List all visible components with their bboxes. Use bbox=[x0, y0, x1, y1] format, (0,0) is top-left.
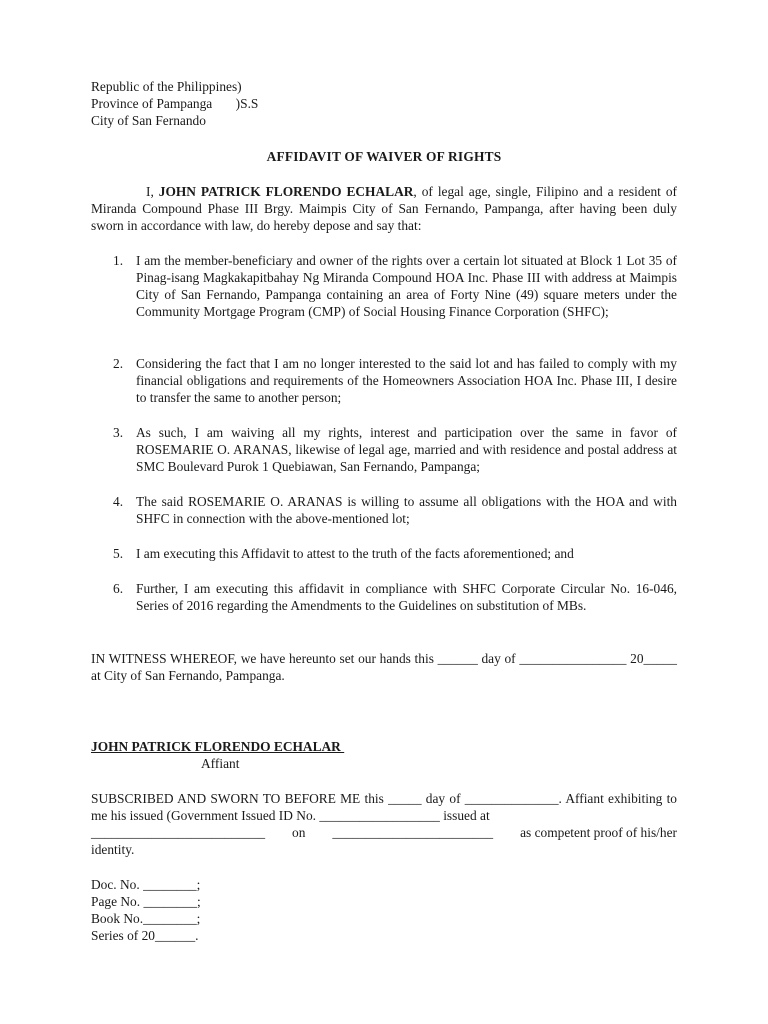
statement-text: As such, I am waiving all my rights, interest and participation over the same in favor of ROSEMARIE O. ARANAS, likewise of legal age, married and with residence and postal address at SMC Boulevard Purok 1 Quebiawan, San Fernando, Pampanga; bbox=[136, 425, 677, 474]
statement-text: I am the member-beneficiary and owner of the rights over a certain lot situated at Block 1 Lot 35 of Pinag-isang Magkakapitbahay Ng Miranda Compound HOA Inc. Phase III with address at Maimpis City of San Fernando, Pampanga containing an area of Forty Nine (49) square meters under the Community Mortgage Program (CMP) of Social Housing Finance Corporation (SHFC); bbox=[136, 253, 677, 319]
book-number: Book No.________; bbox=[91, 911, 201, 926]
statement-number: 1. bbox=[113, 253, 124, 268]
affiant-signature-name: JOHN PATRICK FLORENDO ECHALAR bbox=[91, 739, 345, 754]
statement-item bbox=[91, 580, 677, 614]
venue-block bbox=[91, 78, 258, 129]
competent-proof-text: as competent proof of his/her bbox=[520, 825, 677, 840]
intro-text: , of legal age, single, Filipino and a resident of Miranda Compound Phase III Brgy. Maimpis City of San Fernando, Pampanga, after having been duly sworn in accordance with law, do hereby depose and say that: bbox=[91, 184, 678, 233]
statement-number: 4. bbox=[113, 494, 124, 509]
statement-item bbox=[91, 545, 677, 562]
statement-number: 3. bbox=[113, 425, 124, 440]
document-title: AFFIDAVIT OF WAIVER OF RIGHTS bbox=[266, 149, 502, 164]
id-issued-at-blank: __________________________ bbox=[91, 825, 266, 840]
affiant-label: Affiant bbox=[201, 756, 240, 771]
statement-item bbox=[91, 493, 677, 527]
jurat-row bbox=[91, 824, 677, 841]
venue-line-republic: Republic of the Philippines) bbox=[91, 79, 242, 94]
affiant-name-inline: JOHN PATRICK FLORENDO ECHALAR bbox=[158, 184, 414, 199]
id-date-blank: ________________________ bbox=[332, 825, 494, 840]
jurat-text: SUBSCRIBED AND SWORN TO BEFORE ME this _____ day of ______________. Affiant exhibiting to me his issued (Government Issued ID No. __________________ issued at bbox=[91, 791, 677, 823]
jurat-identity: identity. bbox=[91, 842, 135, 857]
intro-prefix: I, bbox=[146, 184, 159, 199]
statement-item bbox=[91, 355, 677, 406]
intro-paragraph bbox=[91, 183, 677, 234]
venue-line-city: City of San Fernando bbox=[91, 113, 206, 128]
jurat-on-word: on bbox=[292, 825, 306, 840]
statement-text: The said ROSEMARIE O. ARANAS is willing to assume all obligations with the HOA and with SHFC in connection with the above-mentioned lot; bbox=[136, 494, 677, 526]
venue-line-province: Province of Pampanga )S.S bbox=[91, 96, 259, 111]
statement-number: 6. bbox=[113, 581, 124, 596]
jurat-block bbox=[91, 790, 677, 858]
series-year: Series of 20______. bbox=[91, 928, 199, 943]
statement-number: 2. bbox=[113, 356, 124, 371]
statement-item bbox=[91, 424, 677, 475]
statement-text: Further, I am executing this affidavit in compliance with SHFC Corporate Circular No. 16-046, Series of 2016 regarding the Amendments to the Guidelines on substitution of MBs. bbox=[136, 581, 677, 613]
witness-clause: IN WITNESS WHEREOF, we have hereunto set our hands this ______ day of ________________ 20_____ at City of San Fernando, Pampanga. bbox=[91, 651, 677, 683]
statement-item bbox=[91, 252, 677, 320]
statement-number: 5. bbox=[113, 546, 124, 561]
statement-text: I am executing this Affidavit to attest to the truth of the facts aforementioned; and bbox=[136, 546, 574, 561]
notarial-register bbox=[91, 876, 201, 944]
doc-number: Doc. No. ________; bbox=[91, 877, 201, 892]
statement-text: Considering the fact that I am no longer interested to the said lot and has failed to comply with my financial obligations and requirements of the Homeowners Association HOA Inc. Phase III, I desire to transfer the same to another person; bbox=[136, 356, 677, 405]
page-number: Page No. ________; bbox=[91, 894, 201, 909]
